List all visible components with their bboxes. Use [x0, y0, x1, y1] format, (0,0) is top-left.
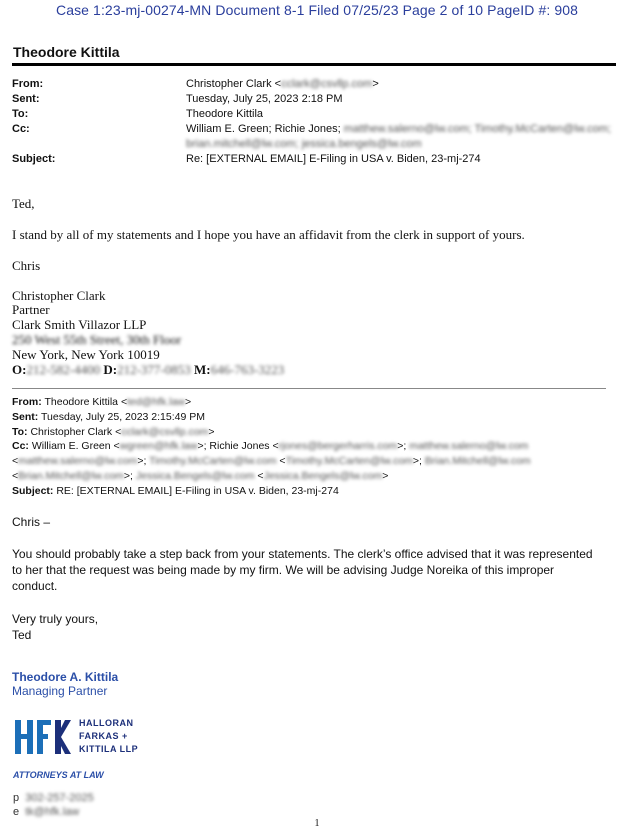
- reply-body: I stand by all of my statements and I hope you have an affidavit from the clerk in support of yours.: [12, 227, 525, 242]
- logo-line-2: FARKAS +: [79, 731, 128, 741]
- reply-greeting: Ted,: [12, 196, 35, 211]
- sig-city: New York, New York 10019: [12, 347, 160, 362]
- sent-label: Sent:: [12, 93, 40, 105]
- signature-title: Managing Partner: [12, 684, 108, 698]
- from-label: From:: [12, 78, 44, 90]
- quoted-to: To: Christopher Clark <cclark@csvllp.com>: [12, 426, 215, 438]
- sig-name: Christopher Clark: [12, 288, 106, 303]
- from-value: Christopher Clark <cclark@csvllp.com>: [186, 78, 379, 90]
- logo-line-1: HALLORAN: [79, 718, 134, 728]
- case-header: Case 1:23-mj-00274-MN Document 8-1 Filed 07/25/23 Page 2 of 10 PageID #: 908: [55, 2, 578, 18]
- sig-title: Partner: [12, 302, 50, 317]
- cc-value: William E. Green; Richie Jones; matthew.salerno@lw.com; Timothy.McCarten@lw.com;: [186, 123, 611, 135]
- header-divider: [12, 63, 616, 66]
- subject-label: Subject:: [12, 153, 56, 165]
- reply-signoff: Chris: [12, 258, 41, 273]
- quoted-cc-2: <matthew.salerno@lw.com>; Timothy.McCarten@lw.com <Timothy.McCarten@lw.com>; Brian.Mitchell@lw.com: [12, 455, 531, 467]
- sig-phones: O:212-582-4400 D:212-377-0853 M:646-763-3223: [12, 362, 285, 377]
- cc-label: Cc:: [12, 123, 30, 135]
- sig-firm: Clark Smith Villazor LLP: [12, 317, 147, 332]
- subject-value: Re: [EXTERNAL EMAIL] E-Filing in USA v. Biden, 23-mj-274: [186, 153, 481, 165]
- to-label: To:: [12, 108, 29, 120]
- sent-value: Tuesday, July 25, 2023 2:18 PM: [186, 93, 343, 105]
- quoted-cc: Cc: William E. Green <wgreen@hfk.law>; Richie Jones <rjones@bergerharris.com>; matthew.salerno@lw.com: [12, 440, 529, 452]
- to-value: Theodore Kittila: [186, 108, 264, 120]
- firm-tagline: ATTORNEYS AT LAW: [13, 770, 104, 780]
- quoted-closing-name: Ted: [12, 628, 32, 642]
- quoted-cc-3: <Brian.Mitchell@lw.com>; Jessica.Bengels@lw.com <Jessica.Bengels@lw.com>: [12, 470, 389, 482]
- cc-value-2: brian.mitchell@lw.com; jessica.bengels@lw.com: [186, 138, 422, 150]
- page-number: 1: [314, 818, 320, 829]
- sig-address: 250 West 55th Street, 30th Floor: [12, 332, 182, 347]
- quoted-from: From: Theodore Kittila <ted@hfk.law>: [12, 396, 192, 408]
- quoted-greeting: Chris –: [12, 515, 51, 529]
- quoted-sent: Sent: Tuesday, July 25, 2023 2:15:49 PM: [12, 411, 206, 423]
- sender-name: Theodore Kittila: [13, 44, 120, 60]
- quoted-subject: Subject: RE: [EXTERNAL EMAIL] E-Filing in USA v. Biden, 23-mj-274: [12, 485, 339, 497]
- phone-line: p 302-257-2025: [13, 792, 94, 804]
- logo-line-3: KITTILA LLP: [79, 744, 139, 754]
- quote-divider: [12, 388, 606, 389]
- hfk-logo-mark: [13, 716, 73, 760]
- quoted-closing: Very truly yours,: [12, 612, 99, 626]
- signature-name: Theodore A. Kittila: [12, 670, 119, 684]
- hfk-logo: [13, 716, 163, 760]
- quoted-body-line-2: to her that the request was being made by my firm. We will be advising Judge Noreika of this improper: [12, 563, 555, 577]
- email-line: e tk@hfk.law: [13, 806, 80, 818]
- quoted-body-line-1: You should probably take a step back from your statements. The clerk’s office advised that it was represented: [12, 547, 593, 561]
- quoted-body-line-3: conduct.: [12, 579, 58, 593]
